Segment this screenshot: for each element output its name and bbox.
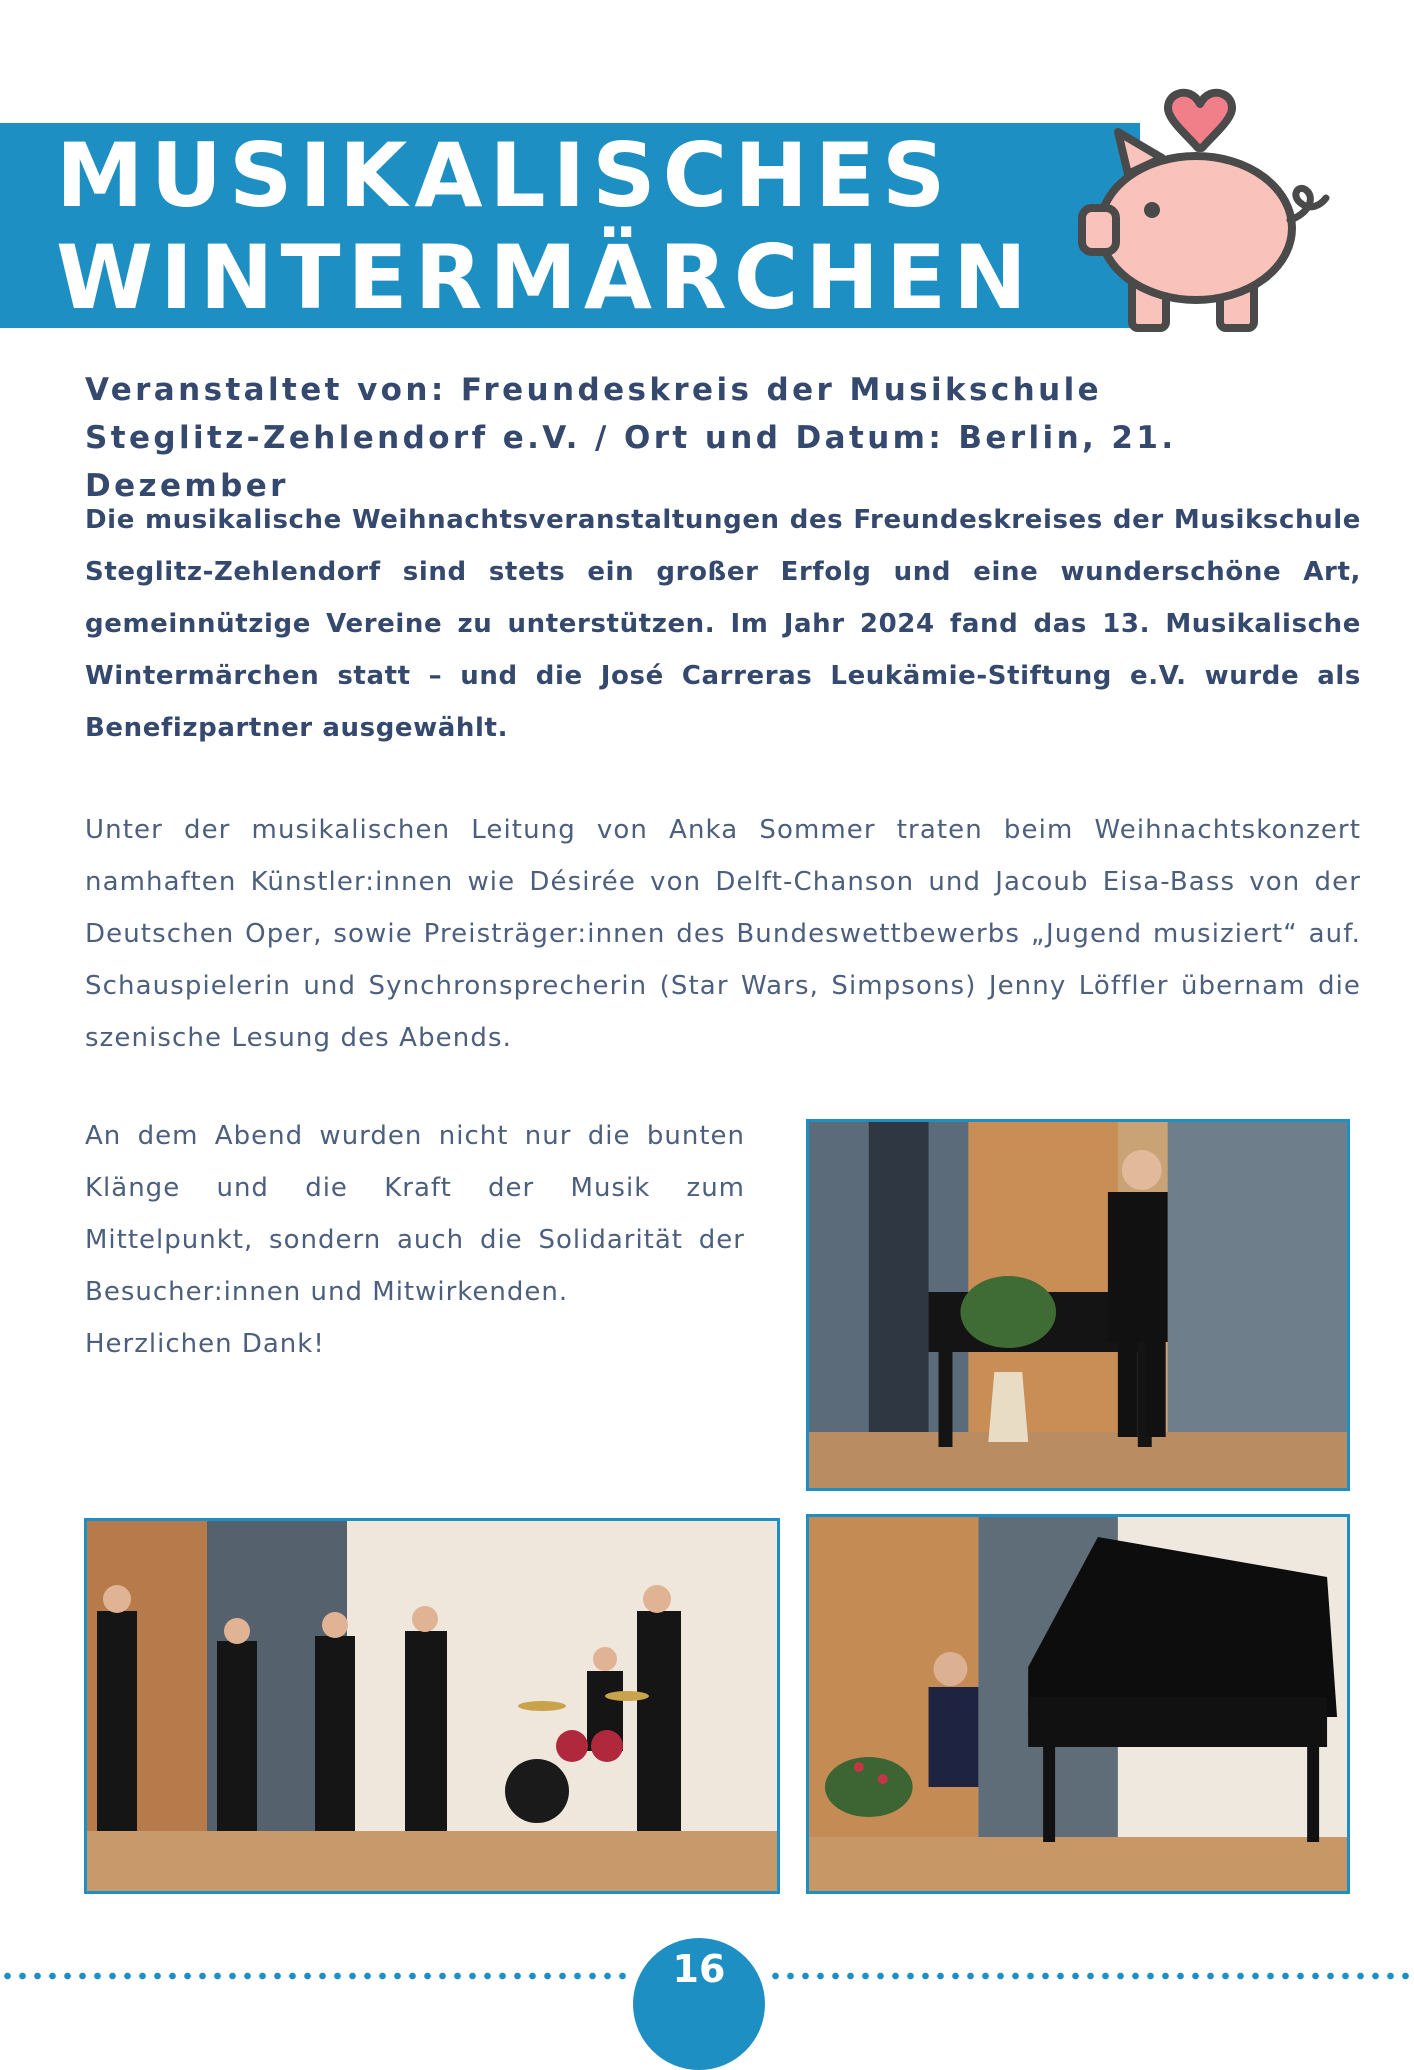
page-number: 16 bbox=[672, 1947, 726, 1991]
thanks-paragraph bbox=[85, 1110, 745, 1370]
intro-paragraph: Die musikalische Weihnachtsveranstaltungen des Freundeskreises der Musikschule Steglitz-Zehlendorf sind stets ein großer Erfolg und eine wunderschöne Art, gemeinnützige Vereine zu unterstützen. Im Jahr 2024 fand das 13. Musikalische Wintermärchen statt – und die José Carreras Leukämie-Stiftung e.V. wurde als Benefizpartner ausgewählt. bbox=[85, 505, 1361, 743]
title-line-2: WINTERMÄRCHEN bbox=[56, 226, 1034, 329]
program-paragraph: Unter der musikalischen Leitung von Anka Sommer traten beim Weihnachtskonzert namhaften Künstler:innen wie Désirée von Delft-Chanson und Jacoub Eisa-Bass von der Deutschen Oper, sowie Preisträger:innen des Bundeswettbewerbs „Jugend musiziert“ auf. Schauspielerin und Synchronsprecherin (Star Wars, Simpsons) Jenny Löffler übernam die szenische Lesung des Abends. bbox=[85, 815, 1361, 1053]
footer-dotted-line-left bbox=[0, 1971, 630, 1981]
photo-violinist bbox=[806, 1119, 1350, 1491]
event-meta bbox=[85, 366, 1375, 510]
footer-dotted-line-right bbox=[768, 1971, 1414, 1981]
thanks-line-1: An dem Abend wurden nicht nur die bunten bbox=[85, 1121, 745, 1151]
event-meta-line-2: Steglitz-Zehlendorf e.V. / Ort und Datum: Berlin, 21. Dezember bbox=[85, 420, 1177, 504]
photo-band bbox=[84, 1518, 780, 1894]
event-meta-line-1: Veranstaltet von: Freundeskreis der Musikschule bbox=[85, 372, 1103, 408]
thanks-line-3: Mittelpunkt, sondern auch die Solidarität der bbox=[85, 1225, 745, 1255]
thanks-line-2: Klänge und die Kraft der Musik zum bbox=[85, 1173, 745, 1203]
title-line-1: MUSIKALISCHES bbox=[56, 124, 953, 227]
piggy-bank-heart-icon bbox=[1070, 88, 1330, 340]
photo-pianist bbox=[806, 1514, 1350, 1894]
thanks-line-4: Besucher:innen und Mitwirkenden. bbox=[85, 1277, 569, 1307]
thanks-line-5: Herzlichen Dank! bbox=[85, 1329, 325, 1359]
